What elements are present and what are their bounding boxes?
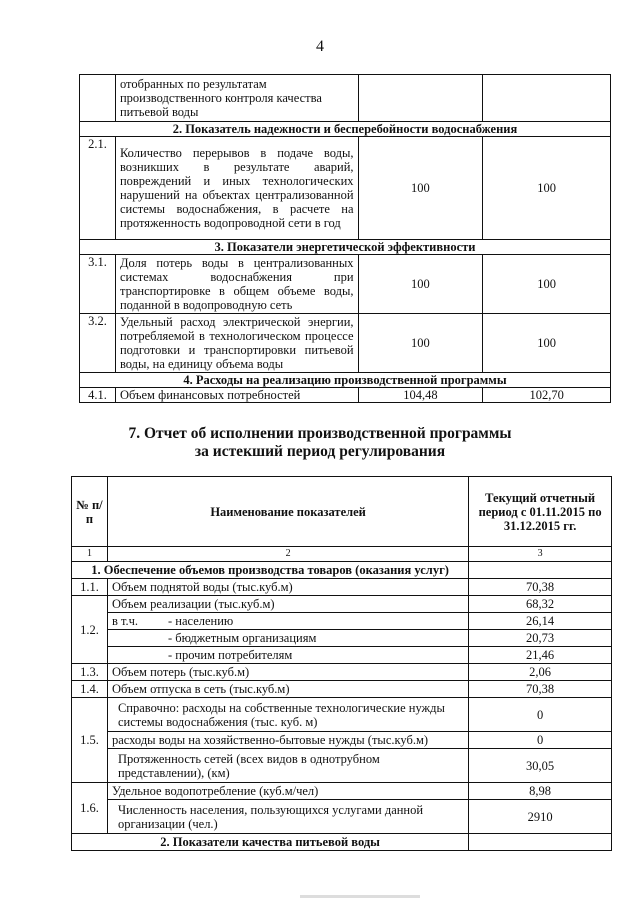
value-cell: 102,70 (483, 388, 611, 403)
indicator-name: Протяженность сетей (всех видов в однотрубном представлении), (км) (107, 749, 468, 783)
row-number: 1.5. (72, 698, 108, 783)
index-cell: 3 (469, 547, 612, 562)
value-cell: 26,14 (469, 613, 612, 630)
table-row (72, 698, 612, 732)
indicator-name: Удельное водопотребление (куб.м/чел) (107, 783, 468, 800)
table-row (72, 579, 612, 596)
value-cell: 0 (469, 698, 612, 732)
table-row (80, 137, 611, 240)
page-number: 4 (316, 38, 324, 55)
indicator-name: Численность населения, пользующихся услугами данной организации (чел.) (107, 800, 468, 834)
value-cell: 100 (483, 137, 611, 240)
row-number: 2.1. (80, 137, 116, 240)
section-heading: 3. Показатели энергетической эффективности (80, 240, 611, 255)
table-row (72, 613, 612, 630)
row-number: 1.2. (72, 596, 108, 664)
section-row (80, 373, 611, 388)
table-row (72, 630, 612, 647)
value-cell: 21,46 (469, 647, 612, 664)
sub-label: - населению (167, 614, 234, 628)
value-cell: 68,32 (469, 596, 612, 613)
value-cell: 2910 (469, 800, 612, 834)
indicator-name: - бюджетным организациям (107, 630, 468, 647)
row-number: 1.1. (72, 579, 108, 596)
value-cell: 30,05 (469, 749, 612, 783)
indicator-name: Количество перерывов в подаче воды, возникших в результате аварий, повреждений и иных технологических нарушений на объектах централизованной системы водоснабжения, в расчете на протяженность водопроводной сети в год (115, 137, 358, 240)
section-heading: 2. Показатели качества питьевой воды (72, 834, 469, 851)
value-cell: 20,73 (469, 630, 612, 647)
scan-artifact (300, 895, 420, 898)
row-number: 4.1. (80, 388, 116, 403)
indicator-name: Объем реализации (тыс.куб.м) (107, 596, 468, 613)
value-cell: 70,38 (469, 579, 612, 596)
indicator-name (107, 613, 468, 630)
table-row (72, 732, 612, 749)
indicator-name: Справочно: расходы на собственные технологические нужды системы водоснабжения (тыс. куб. м) (107, 698, 468, 732)
header-name: Наименование показателей (107, 477, 468, 547)
table-row (72, 596, 612, 613)
value-cell: 100 (483, 255, 611, 314)
row-number: 1.4. (72, 681, 108, 698)
value-cell: 70,38 (469, 681, 612, 698)
row-number: 3.1. (80, 255, 116, 314)
value-cell (358, 75, 483, 122)
table-row (80, 255, 611, 314)
index-cell: 1 (72, 547, 108, 562)
section-row (80, 240, 611, 255)
section-row (72, 562, 612, 579)
table-row (80, 75, 611, 122)
index-row (72, 547, 612, 562)
header-number: № п/п (72, 477, 108, 547)
indicator-name: - прочим потребителям (107, 647, 468, 664)
header-period: Текущий отчетный период с 01.11.2015 по 31.12.2015 гг. (469, 477, 612, 547)
indicator-name: отобранных по результатам производственного контроля качества питьевой воды (115, 75, 358, 122)
table-row (80, 388, 611, 403)
table-row (72, 800, 612, 834)
section-heading: 1. Обеспечение объемов производства товаров (оказания услуг) (72, 562, 469, 579)
table-row (72, 783, 612, 800)
header-row (72, 477, 612, 547)
value-cell: 8,98 (469, 783, 612, 800)
indicator-name: Объем поднятой воды (тыс.куб.м) (107, 579, 468, 596)
indicator-name: Объем финансовых потребностей (115, 388, 358, 403)
indicator-name: расходы воды на хозяйственно-бытовые нужды (тыс.куб.м) (107, 732, 468, 749)
row-number: 1.3. (72, 664, 108, 681)
indicators-table (79, 74, 611, 403)
indicator-name: Объем отпуска в сеть (тыс.куб.м) (107, 681, 468, 698)
index-cell: 2 (107, 547, 468, 562)
table-row (72, 681, 612, 698)
value-cell: 104,48 (358, 388, 483, 403)
value-cell (483, 75, 611, 122)
row-number: 1.6. (72, 783, 108, 834)
report-table (71, 476, 612, 851)
value-cell: 2,06 (469, 664, 612, 681)
table-row (80, 314, 611, 373)
value-cell: 0 (469, 732, 612, 749)
section-heading: 2. Показатель надежности и бесперебойности водоснабжения (80, 122, 611, 137)
section-row (80, 122, 611, 137)
section-row (72, 834, 612, 851)
value-cell: 100 (358, 137, 483, 240)
value-cell: 100 (358, 314, 483, 373)
report-title (0, 425, 640, 461)
value-cell: 100 (483, 314, 611, 373)
row-number: 3.2. (80, 314, 116, 373)
indicator-name: Объем потерь (тыс.куб.м) (107, 664, 468, 681)
report-title-line: 7. Отчет об исполнении производственной программы (128, 425, 512, 442)
table-row (72, 647, 612, 664)
table-row (72, 664, 612, 681)
value-cell: 100 (358, 255, 483, 314)
prefix-label: в т.ч. (111, 614, 139, 628)
table-row (72, 749, 612, 783)
section-heading: 4. Расходы на реализацию производственной программы (80, 373, 611, 388)
report-title-line: за истекший период регулирования (194, 443, 446, 460)
indicator-name: Доля потерь воды в централизованных системах водоснабжения при транспортировке в общем объеме воды, поданной в водопроводную сеть (115, 255, 358, 314)
indicator-name: Удельный расход электрической энергии, потребляемой в технологическом процессе подготовки и транспортировки питьевой воды, на единицу объема воды (115, 314, 358, 373)
